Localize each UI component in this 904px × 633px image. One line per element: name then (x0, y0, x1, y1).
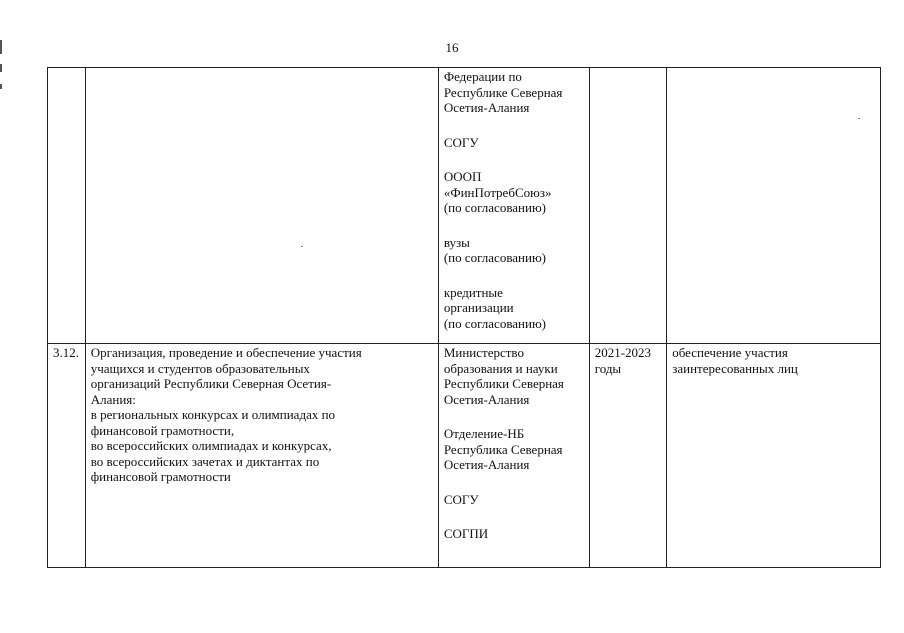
table-row (48, 344, 881, 568)
text-line: годы (594, 360, 622, 376)
text-line: учащихся и студентов образовательных (90, 360, 310, 376)
text-line: финансовой грамотности, (90, 422, 235, 438)
text-line: организации (443, 300, 514, 315)
result-cell (667, 344, 881, 568)
text-line: СОГУ (443, 491, 479, 507)
period-cell (589, 344, 667, 568)
item-number-cell: 3.12. (48, 344, 86, 568)
plan-table (47, 67, 881, 568)
text-line: в региональных конкурсах и олимпиадах по (90, 407, 336, 422)
item-number-cell (48, 68, 86, 344)
text-line: образования и науки (443, 360, 558, 376)
group-gap (444, 407, 585, 426)
text-line: Организация, проведение и обеспечение участия (90, 345, 362, 360)
text-line: обеспечение участия (672, 345, 788, 360)
executors-cell (438, 68, 589, 344)
text-line: Республики Северная (443, 376, 564, 391)
text-line: организаций Республики Северная Осетия- (90, 376, 332, 391)
scan-edge-mark (0, 64, 2, 72)
text-line: «ФинПотребСоюз» (443, 184, 552, 200)
text-line: кредитные (443, 284, 503, 300)
result-cell (667, 68, 881, 344)
text-line: во всероссийских зачетах и диктантах по (90, 453, 320, 469)
text-line: Министерство (443, 345, 524, 360)
group-gap (444, 150, 585, 169)
group-gap (444, 216, 585, 235)
executors-cell (438, 344, 589, 568)
text-line: (по согласованию) (443, 200, 547, 215)
text-line: во всероссийских олимпиадах и конкурсах, (90, 438, 332, 453)
text-line: Федерации по (443, 69, 522, 84)
group-gap (444, 507, 585, 526)
text-line: Алания: (90, 391, 136, 407)
text-line: Отделение-НБ (443, 426, 525, 441)
group-gap (444, 116, 585, 135)
text-line: Осетия-Алания (443, 100, 530, 115)
text-line: СОГПИ (443, 526, 489, 541)
group-gap (444, 266, 585, 285)
group-gap (444, 473, 585, 492)
table-row (48, 68, 881, 344)
text-line: (по согласованию) (443, 250, 547, 265)
text-line: ОООП (443, 169, 482, 184)
page-number: 16 (445, 40, 459, 55)
text-line: Осетия-Алания (443, 391, 530, 407)
scan-edge-mark (0, 84, 2, 89)
text-line: вузы (443, 234, 470, 250)
period-cell (589, 68, 667, 344)
text-line: Осетия-Алания (443, 457, 530, 472)
text-line: Республика Северная (443, 441, 563, 457)
activity-cell (85, 344, 438, 568)
text-line: (по согласованию) (443, 315, 547, 331)
text-line: финансовой грамотности (90, 469, 231, 484)
text-line: СОГУ (443, 134, 479, 150)
text-line: 2021-2023 (594, 345, 652, 360)
text-line: заинтересованных лиц (672, 360, 798, 376)
scan-edge-mark (0, 40, 2, 54)
text-line: Республике Северная (443, 84, 563, 100)
activity-cell (85, 68, 438, 344)
